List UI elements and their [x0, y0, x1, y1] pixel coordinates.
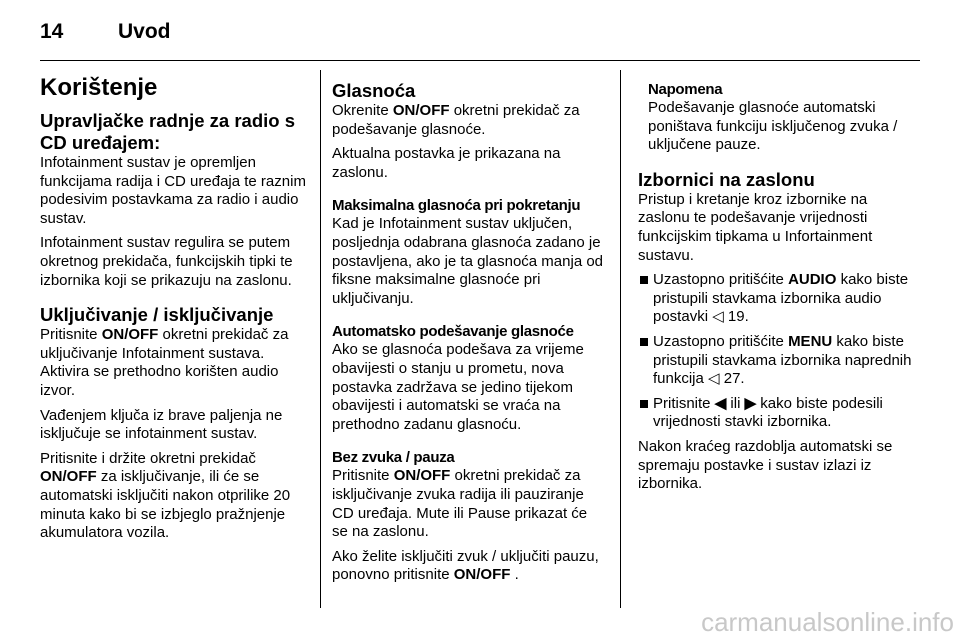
heading-auto-volume: Automatsko podešavanje glasnoće: [332, 323, 574, 341]
paragraph: Pritisnite i držite okretni prekidač ON/OFF za isključivanje, ili će se automatski isključiti nakon otprilike 20 minuta kako bi se izbjeglo pražnjenje akumulatora vozila.: [40, 449, 291, 542]
section-menus: [638, 169, 920, 494]
page-ref: ◁ 19.: [712, 308, 749, 326]
column-3: [638, 70, 920, 508]
chapter-title: Uvod: [118, 20, 171, 43]
section-on-off: [40, 304, 308, 543]
bullet-list: [638, 271, 920, 432]
paragraph: Infotainment sustav je opremljen funkcijama radija i CD uređaja te raznim podesivim postavkama za radio i audio sustav.: [40, 154, 306, 227]
column-divider: [620, 70, 621, 608]
note-heading: Napomena: [648, 81, 723, 98]
paragraph: Ako se glasnoća podešava za vrijeme obavijesti o stanju u prometu, nova postavka zadržava se jedino tijekom obavijesti i automatski se vraća na prethodno zadanu glasnoću.: [332, 341, 584, 433]
list-item: Pritisnite ◀ ili ▶ kako biste podesili vrijednosti stavki izbornika.: [638, 395, 920, 432]
section-title: Korištenje: [40, 74, 158, 101]
page-ref: ◁ 27.: [708, 370, 745, 388]
heading-controls: Upravljačke radnje za radio s CD uređajem:: [40, 110, 296, 153]
heading-on-off: Uključivanje / isključivanje: [40, 304, 274, 326]
column-divider: [320, 70, 321, 608]
paragraph: Nakon kraćeg razdoblja automatski se spremaju postavke i sustav izlazi iz izbornika.: [638, 437, 893, 493]
paragraph: Pritisnite ON/OFF okretni prekidač za isključivanje zvuka radija ili pauziranje CD uređaja. Mute ili Pause prikazat će se na zaslonu.: [332, 467, 588, 541]
section-volume: [332, 80, 604, 182]
note-box: [638, 80, 920, 155]
paragraph: Ako želite isključiti zvuk / uključiti pauzu, ponovno pritisnite ON/OFF .: [332, 547, 599, 584]
paragraph: Aktualna postavka je prikazana na zaslonu.: [332, 145, 561, 181]
right-arrow-icon: ▶: [744, 394, 757, 412]
page-header: [40, 18, 920, 48]
page-number: 14: [40, 20, 64, 43]
section-controls: [40, 110, 308, 290]
watermark: carmanualsonline.info: [701, 607, 954, 637]
bullet-square-icon: [640, 338, 648, 346]
heading-max-volume: Maksimalna glasnoća pri pokretanju: [332, 197, 581, 215]
list-item: Uzastopno pritišćite MENU kako biste pristupili stavkama izbornika naprednih funkcija ◁ 27.: [638, 333, 920, 389]
column-2: [332, 70, 604, 599]
paragraph: Infotainment sustav regulira se putem okretnog prekidača, funkcijskih tipki te izbornika koji se prikazuju na zaslonu.: [40, 234, 293, 289]
paragraph: Pritisnite ON/OFF okretni prekidač za uključivanje Infotainment sustava. Aktivira se prethodno korišten audio izvor.: [40, 326, 289, 399]
note-text: Podešavanje glasnoće automatski poništava funkciju isključenog zvuka / uključene pauze.: [648, 99, 898, 154]
paragraph: Okrenite ON/OFF okretni prekidač za podešavanje glasnoće.: [332, 102, 580, 138]
heading-menus: Izbornici na zaslonu: [638, 168, 815, 190]
section-auto-volume: [332, 322, 604, 434]
heading-mute: Bez zvuka / pauza: [332, 449, 455, 467]
section-max-volume: [332, 196, 604, 308]
heading-volume: Glasnoća: [332, 80, 416, 101]
paragraph: Kad je Infotainment sustav uključen, posljednja odabrana glasnoća zadano je postavljena, ako je ta glasnoća manja od fiksne maksimalne glasnoće pri uključivanju.: [332, 215, 604, 307]
bullet-square-icon: [640, 400, 648, 408]
paragraph: Vađenjem ključa iz brave paljenja ne isključuje se infotainment sustav.: [40, 406, 283, 443]
column-1: [40, 70, 308, 557]
header-rule: [40, 60, 920, 61]
bullet-square-icon: [640, 276, 648, 284]
list-item: Uzastopno pritišćite AUDIO kako biste pristupili stavkama izbornika audio postavki ◁ 19.: [638, 271, 920, 327]
section-mute: [332, 448, 604, 585]
left-arrow-icon: ◀: [714, 394, 727, 412]
paragraph: Pristup i kretanje kroz izbornike na zaslonu te podešavanje vrijednosti funkcijskim tipkama u Infortainment sustavu.: [638, 190, 873, 264]
